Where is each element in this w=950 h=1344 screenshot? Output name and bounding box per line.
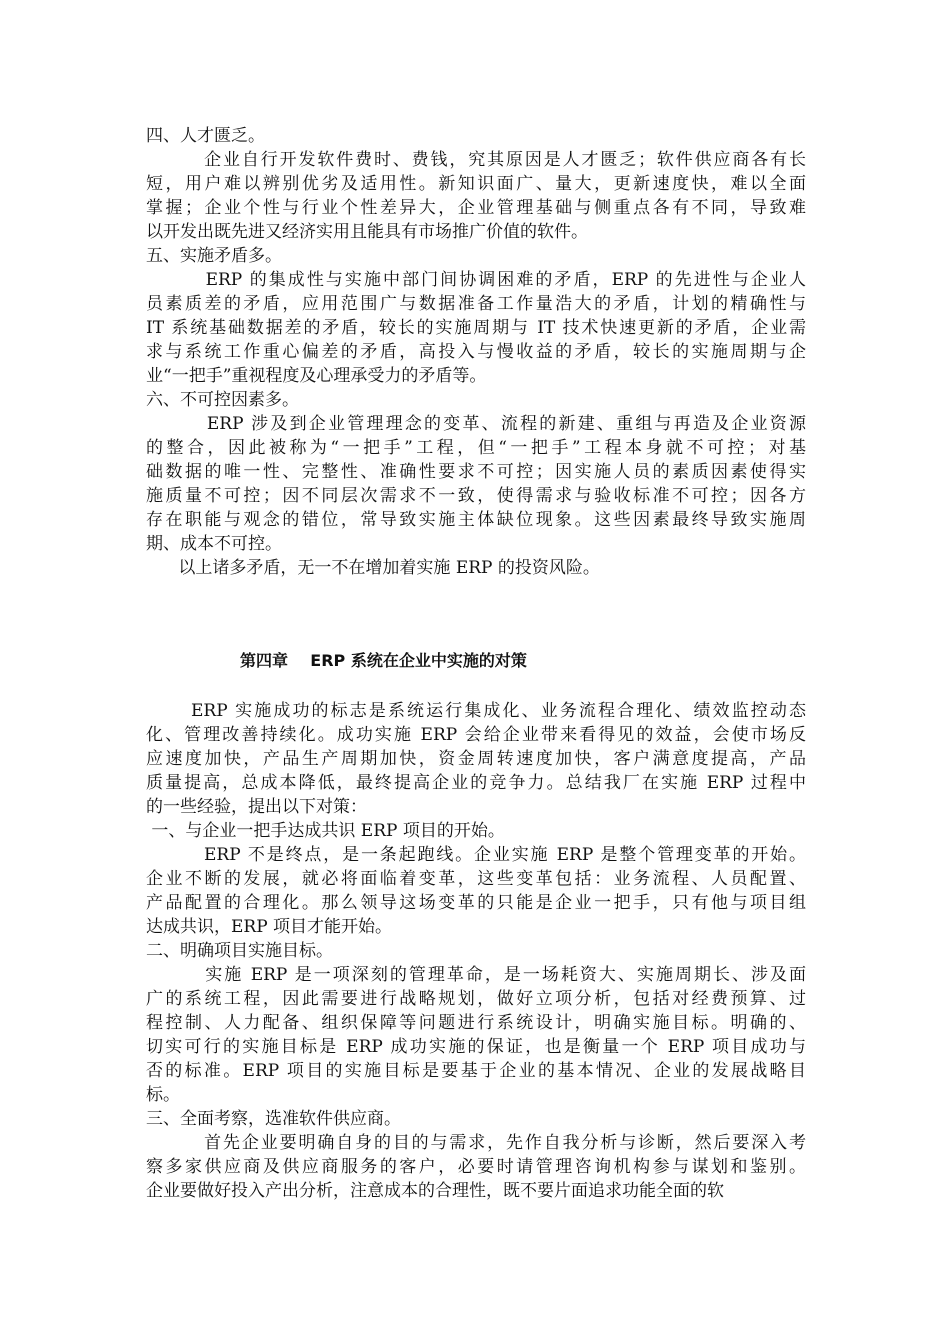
section-c1-title xyxy=(146,819,806,843)
text-line: 员素质差的矛盾，应用范围广与数据准备工作量浩大的矛盾，计划的精确性与 xyxy=(146,294,806,314)
text-line: 掌握；企业个性与行业个性差异大，企业管理基础与侧重点各有不同，导致难 xyxy=(146,198,806,218)
section-c1-body xyxy=(146,843,806,939)
text-line: 质量提高，总成本降低，最终提高企业的竞争力。总结我厂在实施 ERP 过程中 xyxy=(146,773,806,793)
text-line: 础数据的唯一性、完整性、准确性要求不可控；因实施人员的素质因素使得实 xyxy=(146,462,806,482)
text-line: 以上诸多矛盾，无一不在增加着实施 ERP 的投资风险。 xyxy=(146,558,600,578)
text-line: 的一些经验，提出以下对策： xyxy=(146,797,367,817)
section-s4-title xyxy=(146,124,806,148)
section-s5-title xyxy=(146,244,806,268)
text-line: 企业自行开发软件费时、费钱，究其原因是人才匮乏；软件供应商各有长 xyxy=(146,150,806,170)
text-line: 二、明确项目实施目标。 xyxy=(146,941,333,961)
section-summary xyxy=(146,556,806,580)
section-c2-body xyxy=(146,963,806,1107)
text-line: 业“一把手”重视程度及心理承受力的矛盾等。 xyxy=(146,366,487,386)
text-line: 存在职能与观念的错位，常导致实施主体缺位现象。这些因素最终导致实施周 xyxy=(146,510,806,530)
section-s6-title xyxy=(146,388,806,412)
text-line: 施质量不可控；因不同层次需求不一致，使得需求与验收标准不可控；因各方 xyxy=(146,486,806,506)
text-line: 否的标准。ERP 项目的实施目标是要基于企业的基本情况、企业的发展战略目 xyxy=(146,1061,806,1081)
section-c2-title xyxy=(146,939,806,963)
text-line: 六、不可控因素多。 xyxy=(146,390,299,410)
text-line: 三、全面考察，选准软件供应商。 xyxy=(146,1109,401,1129)
chapter-heading: 第四章 ERP 系统在企业中实施的对策 xyxy=(240,651,527,670)
section-s5-body xyxy=(146,268,806,388)
text-line: 切实可行的实施目标是 ERP 成功实施的保证，也是衡量一个 ERP 项目成功与 xyxy=(146,1037,806,1057)
text-line: 的整合，因此被称为“一把手”工程，但“一把手”工程本身就不可控；对基 xyxy=(146,438,806,458)
text-line: 短，用户难以辨别优劣及适用性。新知识面广、量大，更新速度快，难以全面 xyxy=(146,174,806,194)
section-s4-body xyxy=(146,148,806,244)
text-line: 察多家供应商及供应商服务的客户，必要时请管理咨询机构参与谋划和鉴别。 xyxy=(146,1157,806,1177)
text-line: 应速度加快，产品生产周期加快，资金周转速度加快，客户满意度提高，产品 xyxy=(146,749,806,769)
text-line: 达成共识，ERP 项目才能开始。 xyxy=(146,917,393,937)
text-line: 程控制、人力配备、组织保障等问题进行系统设计，明确实施目标。明确的、 xyxy=(146,1013,806,1033)
section-c3-title xyxy=(146,1107,806,1131)
text-line: 产品配置的合理化。那么领导这场变革的只能是企业一把手，只有他与项目组 xyxy=(146,893,806,913)
text-line: ERP 涉及到企业管理理念的变革、流程的新建、重组与再造及企业资源 xyxy=(146,414,806,434)
text-line: 首先企业要明确自身的目的与需求，先作自我分析与诊断，然后要深入考 xyxy=(146,1133,806,1153)
text-line: 以开发出既先进又经济实用且能具有市场推广价值的软件。 xyxy=(146,222,588,242)
text-line: 一、与企业一把手达成共识 ERP 项目的开始。 xyxy=(146,821,505,841)
document-body-part2 xyxy=(146,699,806,1203)
text-line: 企业不断的发展，就必将面临着变革，这些变革包括：业务流程、人员配置、 xyxy=(146,869,806,889)
text-line: 广的系统工程，因此需要进行战略规划，做好立项分析，包括对经费预算、过 xyxy=(146,989,806,1009)
text-line: IT 系统基础数据差的矛盾，较长的实施周期与 IT 技术快速更新的矛盾，企业需 xyxy=(146,318,806,338)
text-line: 五、实施矛盾多。 xyxy=(146,246,282,266)
section-s6-body xyxy=(146,412,806,556)
document-body-part1 xyxy=(146,124,806,580)
section-intro xyxy=(146,699,806,819)
text-line: 企业要做好投入产出分析，注意成本的合理性，既不要片面追求功能全面的软 xyxy=(146,1181,724,1201)
text-line: 实施 ERP 是一项深刻的管理革命，是一场耗资大、实施周期长、涉及面 xyxy=(146,965,806,985)
text-line: ERP 不是终点，是一条起跑线。企业实施 ERP 是整个管理变革的开始。 xyxy=(146,845,806,865)
text-line: 标。 xyxy=(146,1085,180,1105)
text-line: 求与系统工作重心偏差的矛盾，高投入与慢收益的矛盾，较长的实施周期与企 xyxy=(146,342,806,362)
text-line: 化、管理改善持续化。成功实施 ERP 会给企业带来看得见的效益，会使市场反 xyxy=(146,725,806,745)
text-line: ERP 实施成功的标志是系统运行集成化、业务流程合理化、绩效监控动态 xyxy=(146,701,806,721)
text-line: ERP 的集成性与实施中部门间协调困难的矛盾，ERP 的先进性与企业人 xyxy=(146,270,806,290)
text-line: 期、成本不可控。 xyxy=(146,534,282,554)
section-c3-body xyxy=(146,1131,806,1203)
text-line: 四、人才匮乏。 xyxy=(146,126,265,146)
